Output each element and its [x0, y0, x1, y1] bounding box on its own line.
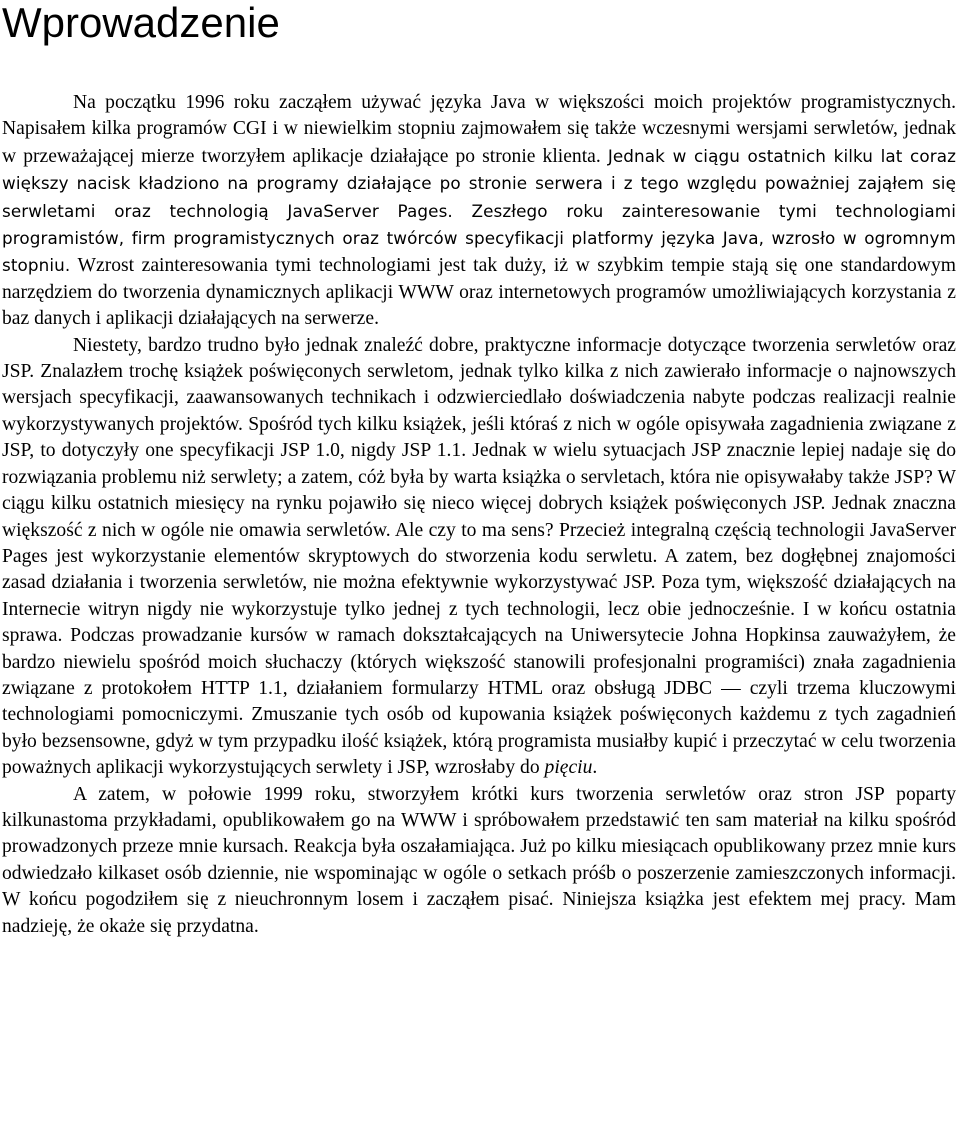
paragraph-3-text: A zatem, w połowie 1999 roku, stworzyłem krótki kurs tworzenia serwletów oraz stron JSP poparty kilkunastoma przykładami, opublikowałem go na WWW i spróbowałem przedstawić ten sam materiał na kilku spośród prowadzonych przeze mnie kursach. Reakcja była oszałamiająca. Już po kilku miesiącach opublikowany przez mnie kurs odwiedzało kilkaset osób dziennie, nie wspominając w ogóle o setkach próśb o poszerzenie zamieszczonych informacji. W końcu pogodziłem się z nieuchronnym losem i zacząłem pisać. Niniejsza książka jest efektem mej pracy. Mam nadzieję, że okaże się przydatna. [2, 783, 956, 937]
page-title: Wprowadzenie [2, 0, 280, 46]
paragraph-1-part-3: Wzrost zainteresowania tymi technologiami jest tak duży, iż w szybkim tempie stają się one standardowym narzędziem do tworzenia dynamicznych aplikacji WWW oraz internetowych programów umożliwiających korzystania z baz danych i aplikacji działających na serwerze. [2, 255, 956, 330]
paragraph-1-part-2: Jednak w ciągu ostatnich kilku lat coraz większy nacisk kładziono na programy działające po stronie serwera i z tego względu poważniej zająłem się serwletami oraz technologią JavaServer Pages. Zeszłego roku zainteresowanie tymi technologiami programistów, firm programistycznych oraz twórców specyfikacji platformy języka Java, wzrosło w ogromnym stopniu. [2, 145, 956, 276]
paragraph-1-part-1: Na początku 1996 roku zacząłem używać języka Java w większości moich projektów programistycznych. Napisałem kilka programów CGI i w niewielkim stopniu zajmowałem się także wczesnymi wersjami serwletów, jednak w przeważającej mierze tworzyłem aplikacje działające po stronie klienta. [2, 92, 956, 167]
paragraph-2-end: . [592, 757, 598, 779]
paragraph-3 [2, 782, 956, 940]
body-text [2, 90, 956, 940]
paragraph-1 [2, 90, 956, 333]
emphasis-word: pięciu [544, 757, 593, 779]
paragraph-2 [2, 333, 956, 782]
paragraph-2-text: Niestety, bardzo trudno było jednak znaleźć dobre, praktyczne informacje dotyczące tworzenia serwletów oraz JSP. Znalazłem trochę książek poświęconych serwletom, jednak tylko kilka z nich zawierało informacje o najnowszych wersjach specyfikacji, zaawansowanych technikach i odzwierciedlało doświadczenia nabyte podczas realizacji realnie wykorzystywanych projektów. Spośród tych kilku książek, jeśli któraś z nich w ogóle opisywała zagadnienia związane z JSP, to dotyczyły one specyfikacji JSP 1.0, nigdy JSP 1.1. Jednak w wielu sytuacjach JSP znacznie lepiej nadaje się do rozwiązania problemu niż serwlety; a zatem, cóż była by warta książka o servletach, która nie opisywałaby także JSP? W ciągu kilku ostatnich miesięcy na rynku pojawiło się nieco więcej dobrych książek poświęconych JSP. Jednak znaczna większość z nich w ogóle nie omawia serwletów. Ale czy to ma sens? Przecież integralną częścią technologii JavaServer Pages jest wykorzystanie elementów skryptowych do stworzenia kodu serwletu. A zatem, bez dogłębnej znajomości zasad działania i tworzenia serwletów, nie można efektywnie wykorzystywać JSP. Poza tym, większość działających na Internecie witryn nigdy nie wykorzystuje tylko jednej z tych technologii, lecz obie jednocześnie. I w końcu ostatnia sprawa. Podczas prowadzanie kursów w ramach dokształcających na Uniwersytecie Johna Hopkinsa zauważyłem, że bardzo niewielu spośród moich słuchaczy (których większość stanowili profesjonalni programiści) znała zagadnienia związane z protokołem HTTP 1.1, działaniem formularzy HTML oraz obsługą JDBC — czyli trzema kluczowymi technologiami pomocniczymi. Zmuszanie tych osób od kupowania książek poświęconych każdemu z tych zagadnień było bezsensowne, gdyż w tym przypadku ilość książek, którą programista musiałby kupić i przeczytać w celu tworzenia poważnych aplikacji wykorzystujących serwlety i JSP, wzrosłaby do [2, 334, 956, 779]
